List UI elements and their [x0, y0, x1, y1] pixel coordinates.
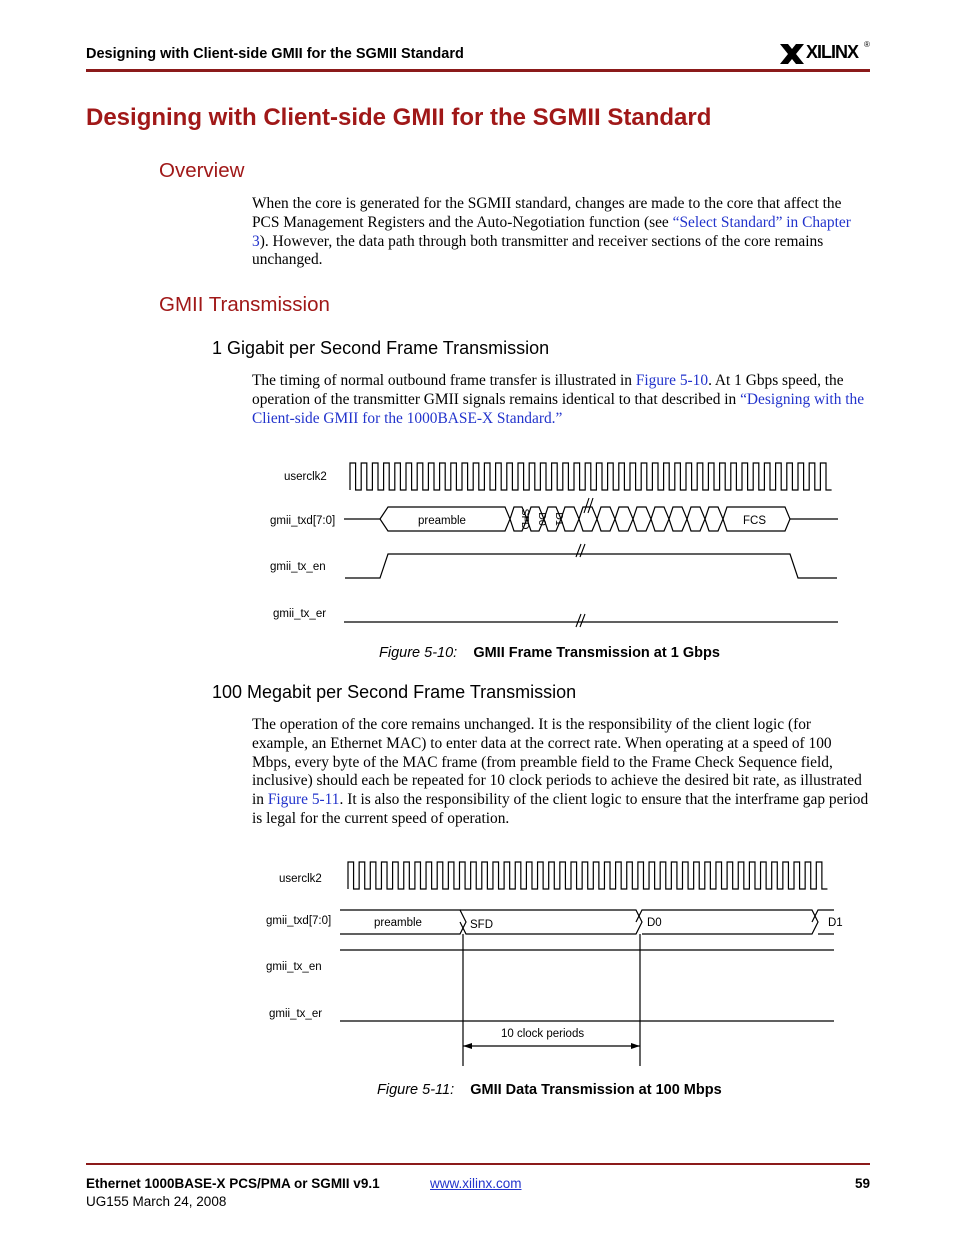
userclk2-waveform: [348, 862, 827, 889]
break-mark: [576, 544, 585, 557]
signal-label-gmii-tx-er: gmii_tx_er: [273, 608, 327, 620]
figure-5-10-caption: [379, 645, 720, 661]
1000base-x-section-link[interactable]: “Designing with the Client-side GMII for the 1000BASE-X Standard.”: [252, 390, 865, 427]
figure-5-10-link[interactable]: Figure 5-10: [635, 372, 709, 389]
caption-title: GMII Data Transmission at 100 Mbps: [470, 1082, 722, 1098]
caption-number: Figure 5-11:: [377, 1082, 455, 1098]
figure-5-10-timing-diagram: [0, 440, 954, 640]
footer-rule: [86, 1163, 870, 1165]
overview-text-2: ). However, the data path through both transmitter and receiver sections of the core remains unchanged.: [252, 232, 824, 269]
d0-cell: [636, 910, 818, 934]
signal-label-gmii-txd: gmii_txd[7:0]: [266, 915, 332, 927]
bus-label-d0: D0: [647, 917, 662, 929]
mbps-paragraph: [252, 716, 870, 829]
signal-label-gmii-txd: gmii_txd[7:0]: [270, 515, 336, 527]
break-mark: [576, 614, 585, 627]
measure-label: 10 clock periods: [501, 1028, 585, 1040]
signal-label-gmii-tx-en: gmii_tx_en: [270, 561, 326, 573]
signal-label-gmii-tx-er: gmii_tx_er: [269, 1008, 323, 1020]
bus-label-sfd: SFD: [519, 508, 531, 530]
bus-label-d1: D1: [553, 512, 565, 526]
mbps-heading: 100 Megabit per Second Frame Transmission: [212, 682, 577, 702]
overview-heading: Overview: [159, 159, 245, 182]
gbps-text-2: . At 1 Gbps speed, the operation of the transmitter GMII signals remains identical to that described in: [252, 372, 844, 408]
bus-label-sfd: SFD: [470, 919, 493, 931]
footer-website-link[interactable]: www.xilinx.com: [430, 1176, 522, 1191]
userclk2-waveform: [350, 463, 832, 490]
gmii-tx-en-waveform: [345, 554, 837, 578]
caption-number: Figure 5-10:: [379, 645, 458, 661]
overview-paragraph: [252, 195, 870, 270]
figure-5-11-caption: [377, 1082, 722, 1098]
signal-label-userclk2: userclk2: [284, 471, 327, 483]
bus-label-preamble: preamble: [374, 917, 422, 929]
signal-label-userclk2: userclk2: [279, 873, 322, 885]
header-rule: [86, 69, 870, 72]
bus-label-fcs: FCS: [743, 515, 766, 527]
running-header: Designing with Client-side GMII for the SGMII Standard: [86, 46, 464, 62]
break-mark: [584, 498, 593, 513]
logo-registered-mark: ®: [864, 40, 870, 49]
page-title: Designing with Client-side GMII for the SGMII Standard: [86, 104, 712, 131]
signal-label-gmii-tx-en: gmii_tx_en: [266, 961, 322, 973]
gbps-paragraph: [252, 372, 870, 428]
page-number: 59: [854, 1176, 870, 1191]
footer-document-id: UG155 March 24, 2008: [86, 1194, 227, 1209]
caption-title: GMII Frame Transmission at 1 Gbps: [473, 645, 720, 661]
gbps-text-1: The timing of normal outbound frame transfer is illustrated in: [252, 372, 636, 389]
gmii-transmission-heading: GMII Transmission: [159, 293, 330, 316]
logo-text: XILINX: [806, 42, 859, 62]
select-standard-link[interactable]: “Select Standard” in Chapter 3: [252, 213, 851, 250]
mbps-text-1: The operation of the core remains unchanged. It is the responsibility of the client logic (for example, an Ethernet MAC) to enter data at the correct rate. When operating at a speed of 100 Mbps, every byte of the MAC frame (from preamble field to the Frame Check Sequence field, inclusive) should each be repeated for 10 clock periods to achieve the desired bit rate, as illustrated in: [252, 716, 862, 809]
bus-label-d1: D1: [828, 917, 843, 929]
bus-label-d0: D0: [536, 512, 548, 526]
xilinx-x-icon: [780, 44, 804, 64]
footer-document-title: Ethernet 1000BASE-X PCS/PMA or SGMII v9.1: [86, 1176, 380, 1191]
figure-5-11-timing-diagram: [0, 840, 954, 1070]
gbps-heading: 1 Gigabit per Second Frame Transmission: [212, 338, 550, 358]
overview-text-1: When the core is generated for the SGMII standard, changes are made to the core that affect the PCS Management Registers and the Auto-Negotiation function (see: [252, 195, 842, 231]
figure-5-11-link[interactable]: Figure 5-11: [267, 791, 340, 809]
mbps-text-2: . It is also the responsibility of the client logic to ensure that the interframe gap period is legal for the current speed of operation.: [252, 791, 869, 827]
bus-label-preamble: preamble: [418, 515, 466, 527]
